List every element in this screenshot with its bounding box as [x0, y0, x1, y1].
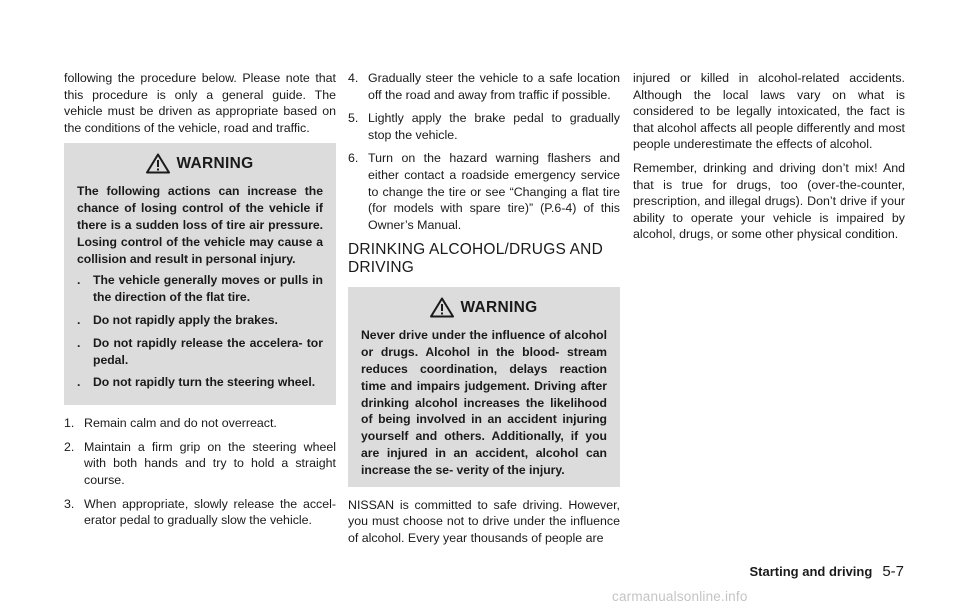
procedure-steps-1 [64, 415, 336, 529]
list-item: . Do not rapidly release the accelera- tor pedal. [77, 335, 323, 367]
warning-title: WARNING [176, 154, 254, 172]
column-left [64, 70, 336, 536]
list-item: . Do not rapidly apply the brakes. [77, 312, 278, 327]
warning-box-tire [64, 143, 336, 405]
list-item: 6. Turn on the hazard warning flashers and either contact a roadside emergency service to change the tire or see “Changing a flat tire (for models with spare tire)” (P.6-4) of this Owner’s Manual. [348, 151, 620, 232]
intro-paragraph: following the procedure below. Please note that this procedure is only a general guide. The vehicle must be driven as appropriate based on the conditions of the vehicle, road and traffic. [64, 71, 336, 135]
warning-text: Never drive under the influence of alcohol or drugs. Alcohol in the blood- stream reduces coordination, delays reaction time and impairs judgement. Driving after drinking alcohol increases the likelihood of being involved in an accident injuring yourself and others. Additionally, if you are injured in an accident, alcohol can increase the se- verity of the injury. [361, 328, 607, 477]
column-right [633, 70, 905, 250]
list-item: 1. Remain calm and do not overreact. [64, 416, 277, 431]
body-paragraph: NISSAN is committed to safe driving. However, you must choose not to drive under the influence of alcohol. Every year thousands of people are [348, 497, 620, 545]
warning-box-alcohol [348, 287, 620, 486]
body-paragraph: injured or killed in alcohol-related accidents. Although the local laws vary on what is considered to be legally intoxicated, the fact is that alcohol affects all people differently and most people underestimate the effects of alcohol. [633, 71, 905, 152]
section-heading: DRINKING ALCOHOL/DRUGS AND DRIVING [348, 241, 603, 277]
list-item: 5. Lightly apply the brake pedal to gradually stop the vehicle. [348, 111, 620, 142]
warning-title: WARNING [460, 298, 538, 316]
warning-header [361, 297, 607, 318]
warning-triangle-icon [146, 153, 170, 174]
section-title: Starting and driving [749, 564, 873, 579]
procedure-steps-2 [348, 70, 620, 233]
warning-triangle-icon [430, 297, 454, 318]
list-item: . The vehicle generally moves or pulls in the direction of the flat tire. [77, 273, 323, 305]
list-item: 4. Gradually steer the vehicle to a safe location off the road and away from traffic if possible. [348, 71, 620, 102]
watermark-text: carmanualsonline.info [612, 589, 748, 604]
warning-header [77, 153, 323, 174]
list-item: 2. Maintain a firm grip on the steering wheel with both hands and try to hold a straight course. [64, 439, 336, 487]
list-item: 3. When appropriate, slowly release the accel- erator pedal to gradually slow the vehicle. [64, 496, 336, 528]
list-item: . Do not rapidly turn the steering wheel. [77, 375, 316, 390]
warning-bullet-list [77, 272, 323, 391]
column-middle [348, 70, 620, 553]
body-paragraph: Remember, drinking and driving don’t mix! And that is true for drugs, too (over-the-counter, prescription, and illegal drugs). Don’t drive if your ability to operate your vehicle is impaired by alcohol, drugs, or some other physical condition. [633, 160, 905, 242]
page-number: 5-7 [882, 563, 904, 580]
warning-text: The following actions can increase the chance of losing control of the vehicle if there is a sudden loss of tire air pressure. Losing control of the vehicle may cause a collision and result in personal injury. [77, 184, 323, 266]
page-footer [750, 563, 904, 580]
